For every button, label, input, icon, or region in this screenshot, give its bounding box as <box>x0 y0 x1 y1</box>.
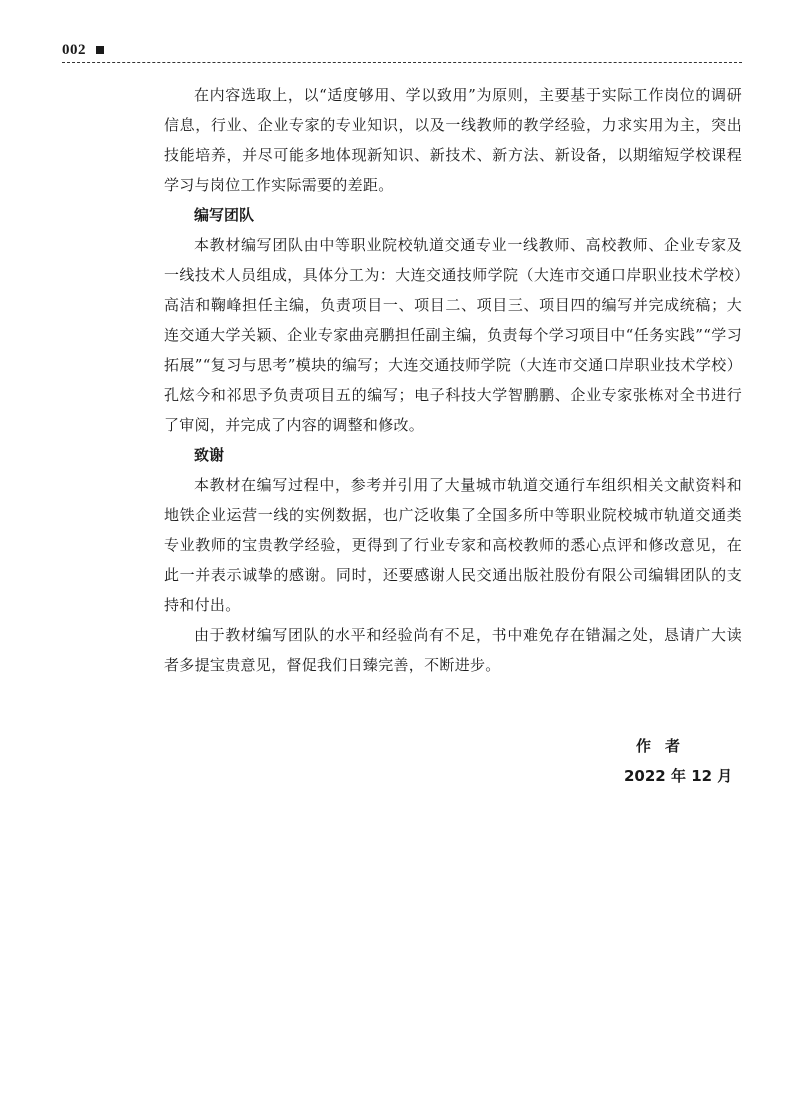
heading-writing-team: 编写团队 <box>194 206 255 224</box>
page-header <box>62 40 742 62</box>
paragraph-writing-team: 本教材编写团队由中等职业院校轨道交通专业一线教师、高校教师、企业专家及一线技术人员组成，具体分工为：大连交通技师学院（大连市交通口岸职业技术学校）高洁和鞠峰担任主编，负责项目一、项目二、项目三、项目四的编写并完成统稿；大连交通大学关颖、企业专家曲亮鹏担任副主编，负责每个学习项目中“任务实践”“学习拓展”“复习与思考”模块的编写；大连交通技师学院（大连市交通口岸职业技术学校）孔炫今和祁思予负责项目五的编写；电子科技大学智鹏鹏、企业专家张栋对全书进行了审阅，并完成了内容的调整和修改。 <box>164 236 742 434</box>
paragraph-apology: 由于教材编写团队的水平和经验尚有不足，书中难免存在错漏之处，恳请广大读者多提宝贵意见，督促我们日臻完善，不断进步。 <box>164 626 742 674</box>
header-divider <box>62 62 742 63</box>
signature-author: 作者 <box>636 737 695 755</box>
page-body <box>164 80 742 680</box>
paragraph-acknowledgements: 本教材在编写过程中，参考并引用了大量城市轨道交通行车组织相关文献资料和地铁企业运营一线的实例数据，也广泛收集了全国多所中等职业院校城市轨道交通类专业教师的宝贵教学经验，更得到了行业专家和高校教师的悉心点评和修改意见，在此一并表示诚挚的感谢。同时，还要感谢人民交通出版社股份有限公司编辑团队的支持和付出。 <box>164 476 742 614</box>
heading-acknowledgements: 致谢 <box>194 446 225 464</box>
page-number: 002 <box>62 42 86 58</box>
signature-date: 2022 年 12 月 <box>624 767 733 785</box>
black-square-icon <box>96 46 104 54</box>
paragraph-content-selection: 在内容选取上，以“适度够用、学以致用”为原则，主要基于实际工作岗位的调研信息，行业、企业专家的专业知识，以及一线教师的教学经验，力求实用为主，突出技能培养，并尽可能多地体现新知识、新技术、新方法、新设备，以期缩短学校课程学习与岗位工作实际需要的差距。 <box>164 86 742 194</box>
